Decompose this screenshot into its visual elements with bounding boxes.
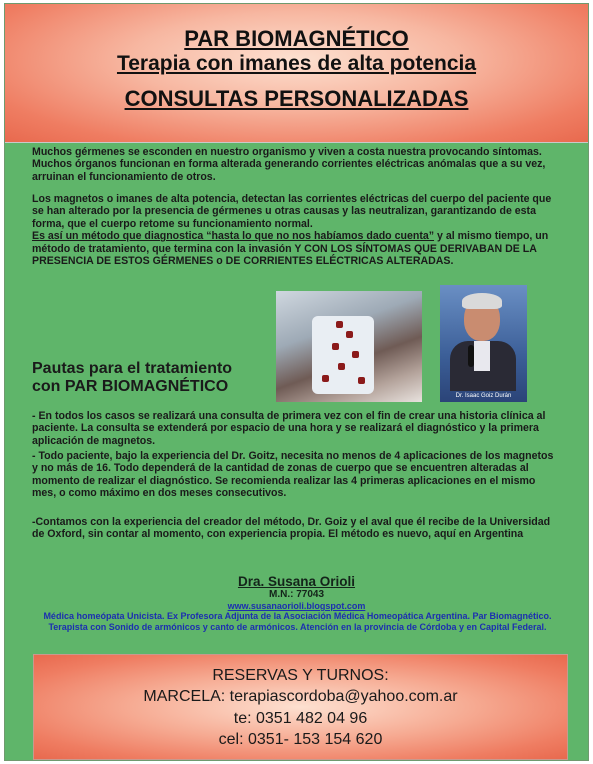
website-link[interactable]: www.susanaorioli.blogspot.com [227, 601, 366, 611]
doctor-name: Dra. Susana Orioli [237, 574, 356, 589]
intro-paragraph-1: Muchos gérmenes se esconden en nuestro organismo y viven a costa nuestra provocando síntomas. Muchos órganos funcionan en forma alterada generando corrientes eléctricas anómalas que a su vez, arruinan el funcionamiento de otros. [32, 146, 546, 183]
magnet-mark [358, 377, 365, 384]
guideline-item-3: -Contamos con la experiencia del creador del método, Dr. Goiz y el aval que él recibe de la Universidad de Oxford, sin contar al momento, con experiencia propia. El método es nuevo, aquí en Argentina [32, 516, 551, 541]
header-banner [5, 4, 588, 143]
guidelines-heading: Pautas para el tratamiento con PAR BIOMAGNÉTICO [32, 360, 233, 395]
doctor-caption: Dr. Isaac Goiz Durán [455, 393, 512, 399]
page-title: PAR BIOMAGNÉTICO [184, 26, 409, 51]
treatment-photo [276, 291, 422, 402]
intro-paragraph-2: Los magnetos o imanes de alta potencia, detectan las corrientes eléctricas del cuerpo del paciente que se han alterado por la presencia de gérmenes u otras causas y las neutralizan, garantizando de esta forma, que el cuerpo retome su funcionamiento normal. Es así un método que diagnostica “hasta lo que no nos habíamos dado cuenta” y al mismo tiempo, un método de tratamiento, que termina con la invasión Y CON LOS SÍNTOMAS QUE DERIVABAN DE LA PRESENCIA DE ESTOS GÉRMENES o DE CORRIENTES ELÉCTRICAS ALTERADAS. [32, 193, 552, 268]
doctor-photo [440, 285, 527, 402]
underlined-claim: Es así un método que diagnostica “hasta lo que no nos habíamos dado cuenta” [32, 230, 435, 243]
page-subtitle: Terapia con imanes de alta potencia [116, 52, 477, 75]
booking-box [33, 654, 568, 760]
doctor-hair [462, 293, 502, 309]
page-tagline: CONSULTAS PERSONALIZADAS [124, 86, 469, 111]
doctor-license: M.N.: 77043 [268, 589, 325, 600]
booking-contact: MARCELA: terapiascordoba@yahoo.com.ar [143, 688, 458, 705]
magnet-mark [332, 343, 339, 350]
guideline-item-2: - Todo paciente, bajo la experiencia del Dr. Goitz, necesita no menos de 4 aplicaciones de los magnetos y no más de 16. Todo dependerá de la cantidad de zonas de cuerpo que se encuentren alteradas al momento de realizar el diagnóstico. Se recomienda realizar las 4 primeras aplicaciones en el mismo mes, o como máximo en dos meses consecutivos. [32, 450, 554, 500]
magnet-mark [338, 363, 345, 370]
magnet-mark [352, 351, 359, 358]
guideline-item-1: - En todos los casos se realizará una consulta de primera vez con el fin de crear una historia clínica al paciente. La consulta se extenderá por espacio de una hora y se realizará el diagnóstico y la primera aplicación de magnetos. [32, 410, 546, 447]
microphone-icon [468, 345, 474, 367]
booking-title: RESERVAS Y TURNOS: [212, 667, 389, 684]
magnet-mark [336, 321, 343, 328]
booking-mobile: cel: 0351- 153 154 620 [218, 731, 383, 748]
magnet-mark [346, 331, 353, 338]
magnet-mark [322, 375, 329, 382]
doctor-description: Médica homeópata Unicista. Ex Profesora Adjunta de la Asociación Médica Homeopática Argentina. Par Biomagnético. Terapista con Sonido de armónicos y canto de armónicos. Atención en la provincia de Córdoba y en Capital Federal. [43, 611, 552, 632]
doctor-shirt [474, 341, 490, 371]
booking-phone: te: 0351 482 04 96 [233, 710, 368, 727]
